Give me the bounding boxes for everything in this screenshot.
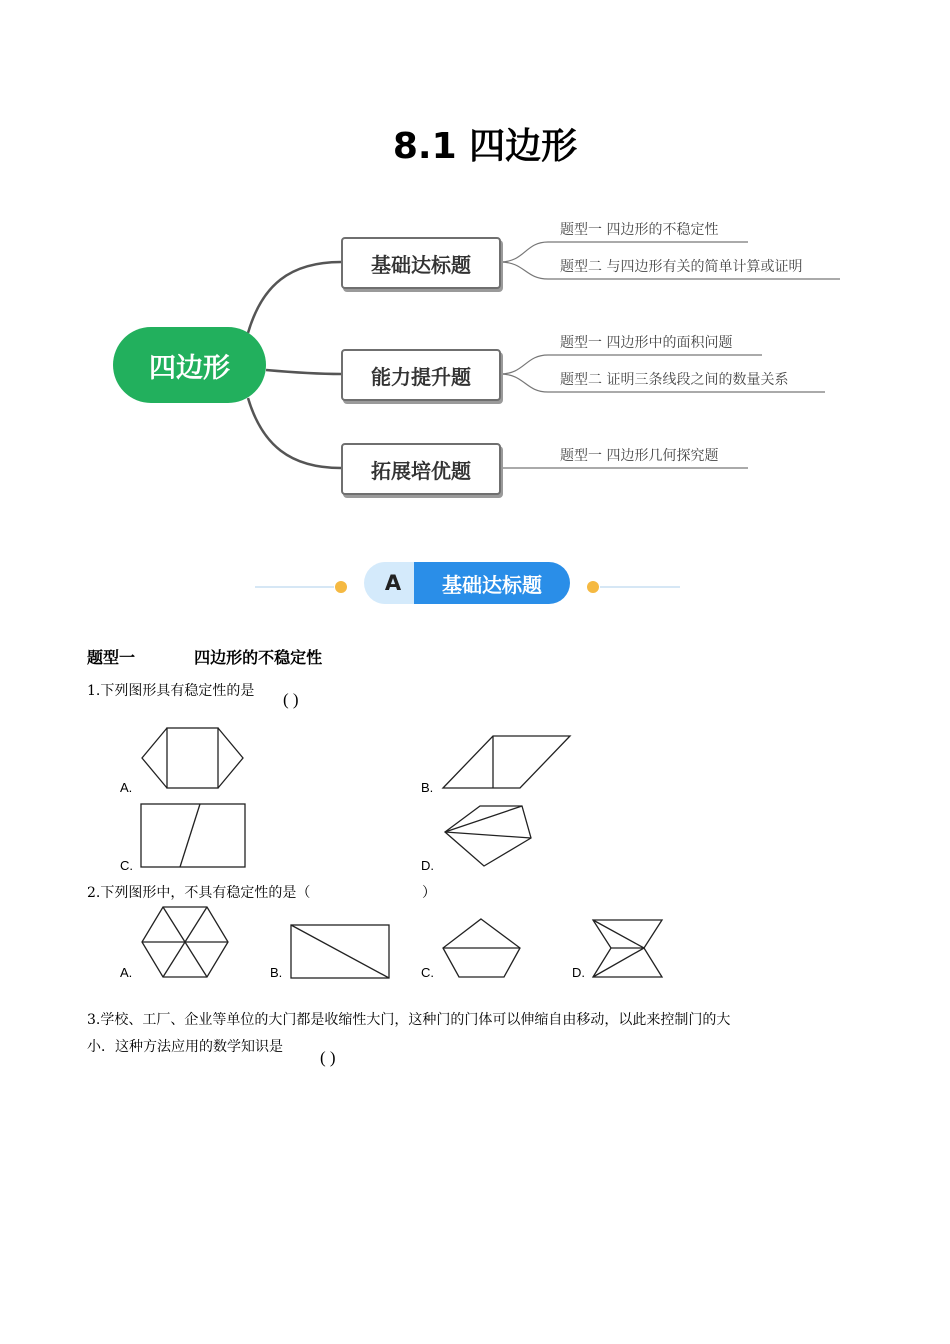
mindmap-leaf: 题型二 与四边形有关的简单计算或证明 — [560, 259, 803, 275]
section-heading — [87, 645, 322, 668]
figure-b — [291, 925, 389, 978]
page-title: 8.1 四边形 — [392, 126, 578, 167]
option-label: A. — [120, 965, 133, 980]
figure-d — [445, 806, 531, 866]
figure-b — [443, 736, 570, 788]
option-label: D. — [572, 965, 585, 980]
mindmap-leaf: 题型二 证明三条线段之间的数量关系 — [560, 372, 789, 388]
mindmap-root: 四边形 — [113, 327, 266, 403]
mindmap-branch-ability: 能力提升题 — [341, 349, 501, 401]
figure-d — [593, 920, 662, 977]
question-2-close: ） — [422, 885, 436, 901]
section-type: 题型一 — [87, 648, 136, 667]
question-2-text: 2.下列图形中，不具有稳定性的是（ — [87, 885, 311, 901]
option-label: B. — [270, 965, 283, 980]
banner-label: 基础达标题 — [414, 562, 570, 604]
question-1-text: 1.下列图形具有稳定性的是 — [87, 683, 255, 699]
option-label: C. — [421, 965, 434, 980]
question-3-line1: 3.学校、工厂、企业等单位的大门都是收缩性大门，这种门的门体可以伸缩自由移动，以此来控制门的大 — [87, 1012, 731, 1028]
mindmap-branch-extension: 拓展培优题 — [341, 443, 501, 495]
mindmap-leaf: 题型一 四边形的不稳定性 — [560, 222, 719, 238]
figure-a — [142, 907, 228, 977]
answer-paren: ( ) — [283, 690, 299, 709]
mindmap-leaf: 题型一 四边形几何探究题 — [560, 448, 719, 464]
option-label: B. — [421, 780, 434, 795]
section-banner — [364, 562, 570, 604]
mindmap-branch-basic: 基础达标题 — [341, 237, 501, 289]
q1-figures — [0, 720, 950, 880]
option-label: C. — [120, 858, 133, 873]
q2-figures — [0, 900, 950, 990]
option-label: A. — [120, 780, 133, 795]
answer-paren: ( ) — [320, 1048, 336, 1067]
question-3-line2: 小．这种方法应用的数学知识是 — [87, 1039, 283, 1055]
option-label: D. — [421, 858, 434, 873]
mindmap-leaf: 题型一 四边形中的面积问题 — [560, 335, 733, 351]
figure-c — [141, 804, 245, 867]
figure-a — [142, 728, 243, 788]
banner-letter: A — [364, 562, 422, 604]
figure-c — [443, 919, 520, 977]
section-name: 四边形的不稳定性 — [194, 648, 323, 667]
